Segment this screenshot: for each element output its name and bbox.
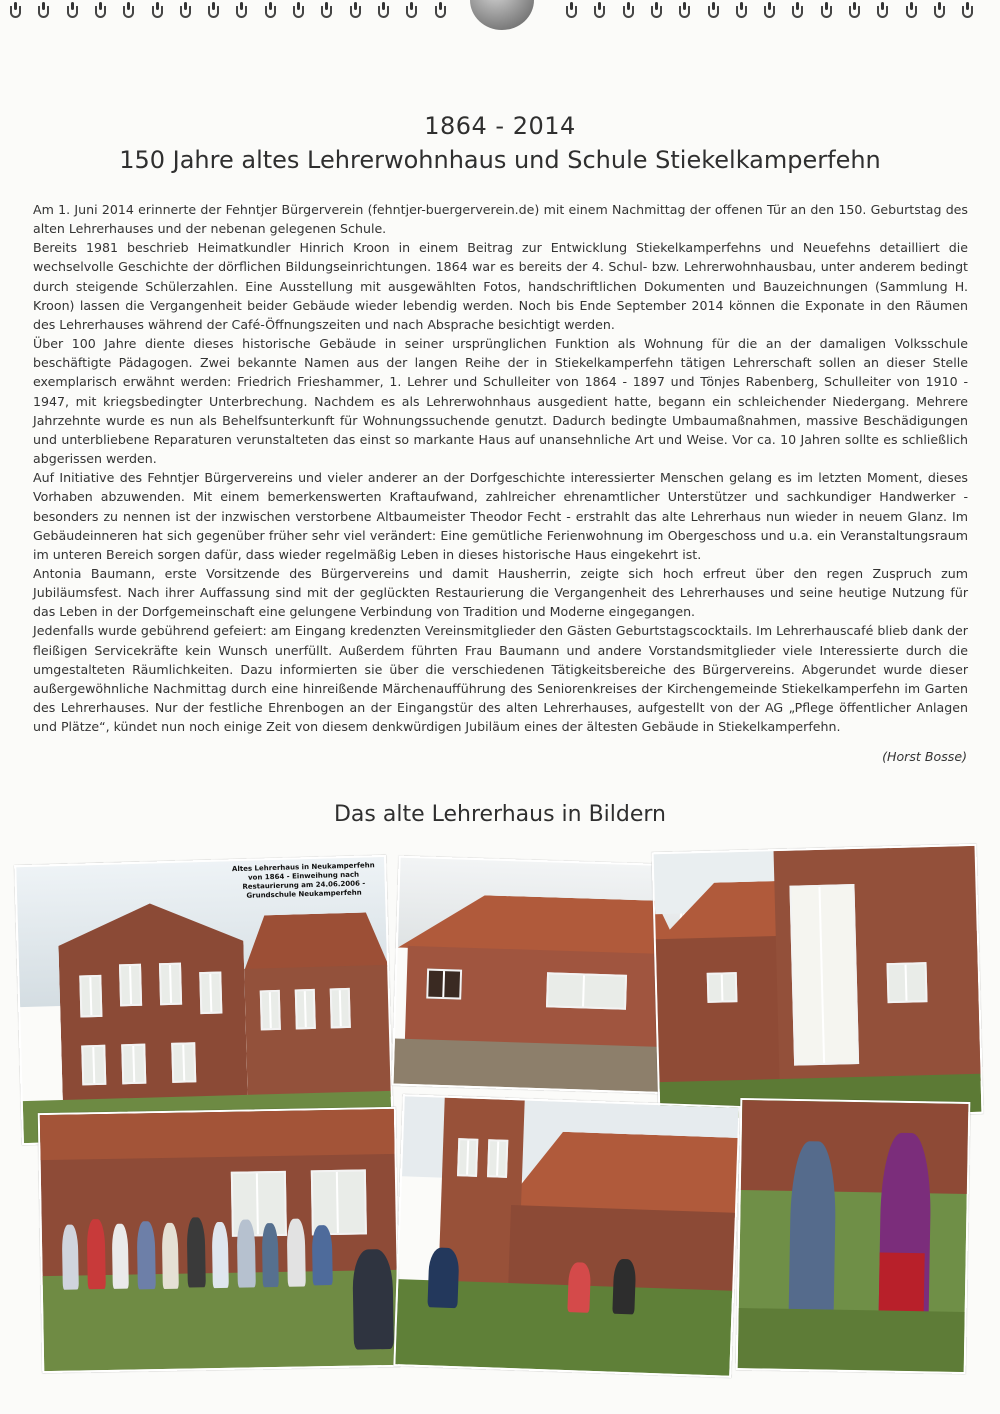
binding-ring (123, 6, 134, 18)
photo-entrance-arch (652, 844, 984, 1122)
binding-ring (566, 6, 577, 18)
article-paragraph: Über 100 Jahre diente dieses historische Gebäude in seiner ursprünglichen Funktion als Wohnung für die an der damaligen Volksschule beschäftigte Pädagogen. Zwei bekannte Namen aus der langen Reihe der in Stiekelkamperfehn tätigen Lehrerschaft sollen an dieser Stelle exemplarisch erwähnt werden: Friedrich Frieshammer, 1. Lehrer und Schulleiter von 1864 - 1897 und Tönjes Rabenberg, Schulleiter von 1910 - 1947, mit kriegsbedingter Unterbrechung. Nachdem es als Lehrerwohnhaus ausgedient hatte, begann ein schleichender Niedergang. Mehrere Jahrzehnte wurde es nun als Behelfsunterkunft für Wohnungssuchende genutzt. Dadurch bedingte Umbaumaßnahmen, massive Beschädigungen und unterbliebene Reparaturen verunstalteten das einst so markante Haus auf unansehnliche Art und Weise. Vor ca. 10 Jahren sollte es schließlich abgerissen werden. (33, 336, 968, 467)
binding-ring (321, 6, 332, 18)
binding-ring (623, 6, 634, 18)
photo-renovation (391, 856, 683, 1095)
binding-ring (95, 6, 106, 18)
binding-ring (152, 6, 163, 18)
binding-ring (934, 6, 945, 18)
binding-ring (594, 6, 605, 18)
binding-ring (67, 6, 78, 18)
photo-two-men (736, 1098, 971, 1374)
heading-title: 150 Jahre altes Lehrerwohnhaus und Schule Stiekelkamperfehn (119, 146, 881, 174)
binding-ring (962, 6, 973, 18)
photo-cafe-garden (393, 1094, 740, 1378)
photo-group (38, 1107, 400, 1373)
binding-ring (708, 6, 719, 18)
article-paragraph: Am 1. Juni 2014 erinnerte der Fehntjer Bürgerverein (fehntjer-buergerverein.de) mit einem Nachmittag der offenen Tür an den 150. Geburtstag des alten Lehrerhauses und der nebenan gelegenen Schule. (33, 202, 968, 237)
binding-ring (849, 6, 860, 18)
binding-ring (350, 6, 361, 18)
article-paragraph: Bereits 1981 beschrieb Heimatkundler Hinrich Kroon in einem Beitrag zur Entwicklung Stiekelkamperfehns und Neuefehns detailliert die wechselvolle Geschichte der dörflichen Bildungseinrichtungen. 1864 war es bereits der 4. Schul- bzw. Lehrerwohnhausbau, unter anderem bedingt durch steigende Schülerzahlen. Eine Ausstellung mit ausgewählten Fotos, handschriftlichen Dokumenten und Bauzeichnungen (Sammlung H. Kroon) lassen die Vergangenheit beider Gebäude wieder lebendig werden. Noch bis Ende September 2014 können die Exponate in den Räumen des Lehrerhauses während der Café-Öffnungszeiten und nach Absprache besichtigt werden. (33, 240, 968, 332)
binding-ring (792, 6, 803, 18)
binding-ring (38, 6, 49, 18)
binding-ring (406, 6, 417, 18)
binding-ring (435, 6, 446, 18)
binding-ring (265, 6, 276, 18)
photo-caption: Altes Lehrerhaus in Neukamperfehn von 1864 - Einweihung nach Restaurierung am 24.06.2006 - Grundschule Neukamperfehn (231, 861, 375, 900)
binding-ring (736, 6, 747, 18)
binding-ring (906, 6, 917, 18)
binding-ring (821, 6, 832, 18)
article-body (33, 200, 968, 736)
article-paragraph: Antonia Baumann, erste Vorsitzende des Bürgervereins und damit Hausherrin, zeigte sich hoch erfreut über den regen Zuspruch zum Jubiläumsfest. Nach ihrer Auffassung sind mit der geglückten Restaurierung die Vergangenheit des Lehrerhauses und seine heutige Nutzung für das Leben in der Dorfgemeinschaft eine gelungene Verbindung von Tradition und Moderne eingegangen. (33, 565, 968, 620)
binding-ring (208, 6, 219, 18)
article-author: (Horst Bosse) (882, 749, 967, 764)
page-heading (0, 112, 1000, 174)
binding-ring (378, 6, 389, 18)
binding-ring (10, 6, 21, 18)
gallery-title: Das alte Lehrerhaus in Bildern (333, 802, 667, 827)
binding-ring (764, 6, 775, 18)
binding-ring (651, 6, 662, 18)
binding-ring (293, 6, 304, 18)
binding-ring (877, 6, 888, 18)
heading-years: 1864 - 2014 (424, 112, 576, 140)
binding-ring (180, 6, 191, 18)
photo-old-teacher-house (14, 855, 394, 1145)
article-paragraph: Jedenfalls wurde gebührend gefeiert: am Eingang kredenzten Vereinsmitglieder den Gästen Geburtstagscocktails. Im Lehrerhauscafé blieb dank der fleißigen Servicekräfte kein Wunsch unerfüllt. Außerdem führten Frau Baumann und andere Vorstandsmitglieder viele Interessierte durch die umgestalteten Räumlichkeiten. Dazu informierten sie über die verschiedenen Tätigkeitsbereiche des Bürgervereins. Abgerundet wurde dieser außergewöhnliche Nachmittag durch eine hinreißende Märchenaufführung des Seniorenkreises der Kirchengemeinde Stiekelkamperfehn im Garten des Lehrerhauses. Nur der festliche Ehrenbogen an der Eingangstür des alten Lehrerhauses, aufgestellt von der AG „Pflege öffentlicher Anlagen und Plätze“, kündet nun noch einige Zeit von diesem denkwürdigen Jubiläum eines der ältesten Gebäude in Stiekelkamperfehn. (33, 623, 968, 735)
binding-ring (679, 6, 690, 18)
binding-ring (236, 6, 247, 18)
article-paragraph: Auf Initiative des Fehntjer Bürgervereins und vieler anderer an der Dorfgeschichte interessierter Menschen gelang es im letzten Moment, dieses Vorhaben abzuwenden. Mit einem bemerkenswerten Kraftaufwand, zahlreicher ehrenamtlicher Unterstützer und sachkundiger Handwerker - besonders zu nennen ist der inzwischen verstorbene Altbaumeister Theodor Fecht - erstrahlt das alte Lehrerhaus nun wieder in neuem Glanz. Im Gebäudeinneren hat sich gegenüber früher sehr viel verändert: Eine gemütliche Ferienwohnung im Obergeschoss und u.a. ein Veranstaltungsraum im unteren Bereich sorgen dafür, dass wieder regelmäßig Leben in dieses historische Haus eingekehrt ist. (33, 470, 968, 562)
